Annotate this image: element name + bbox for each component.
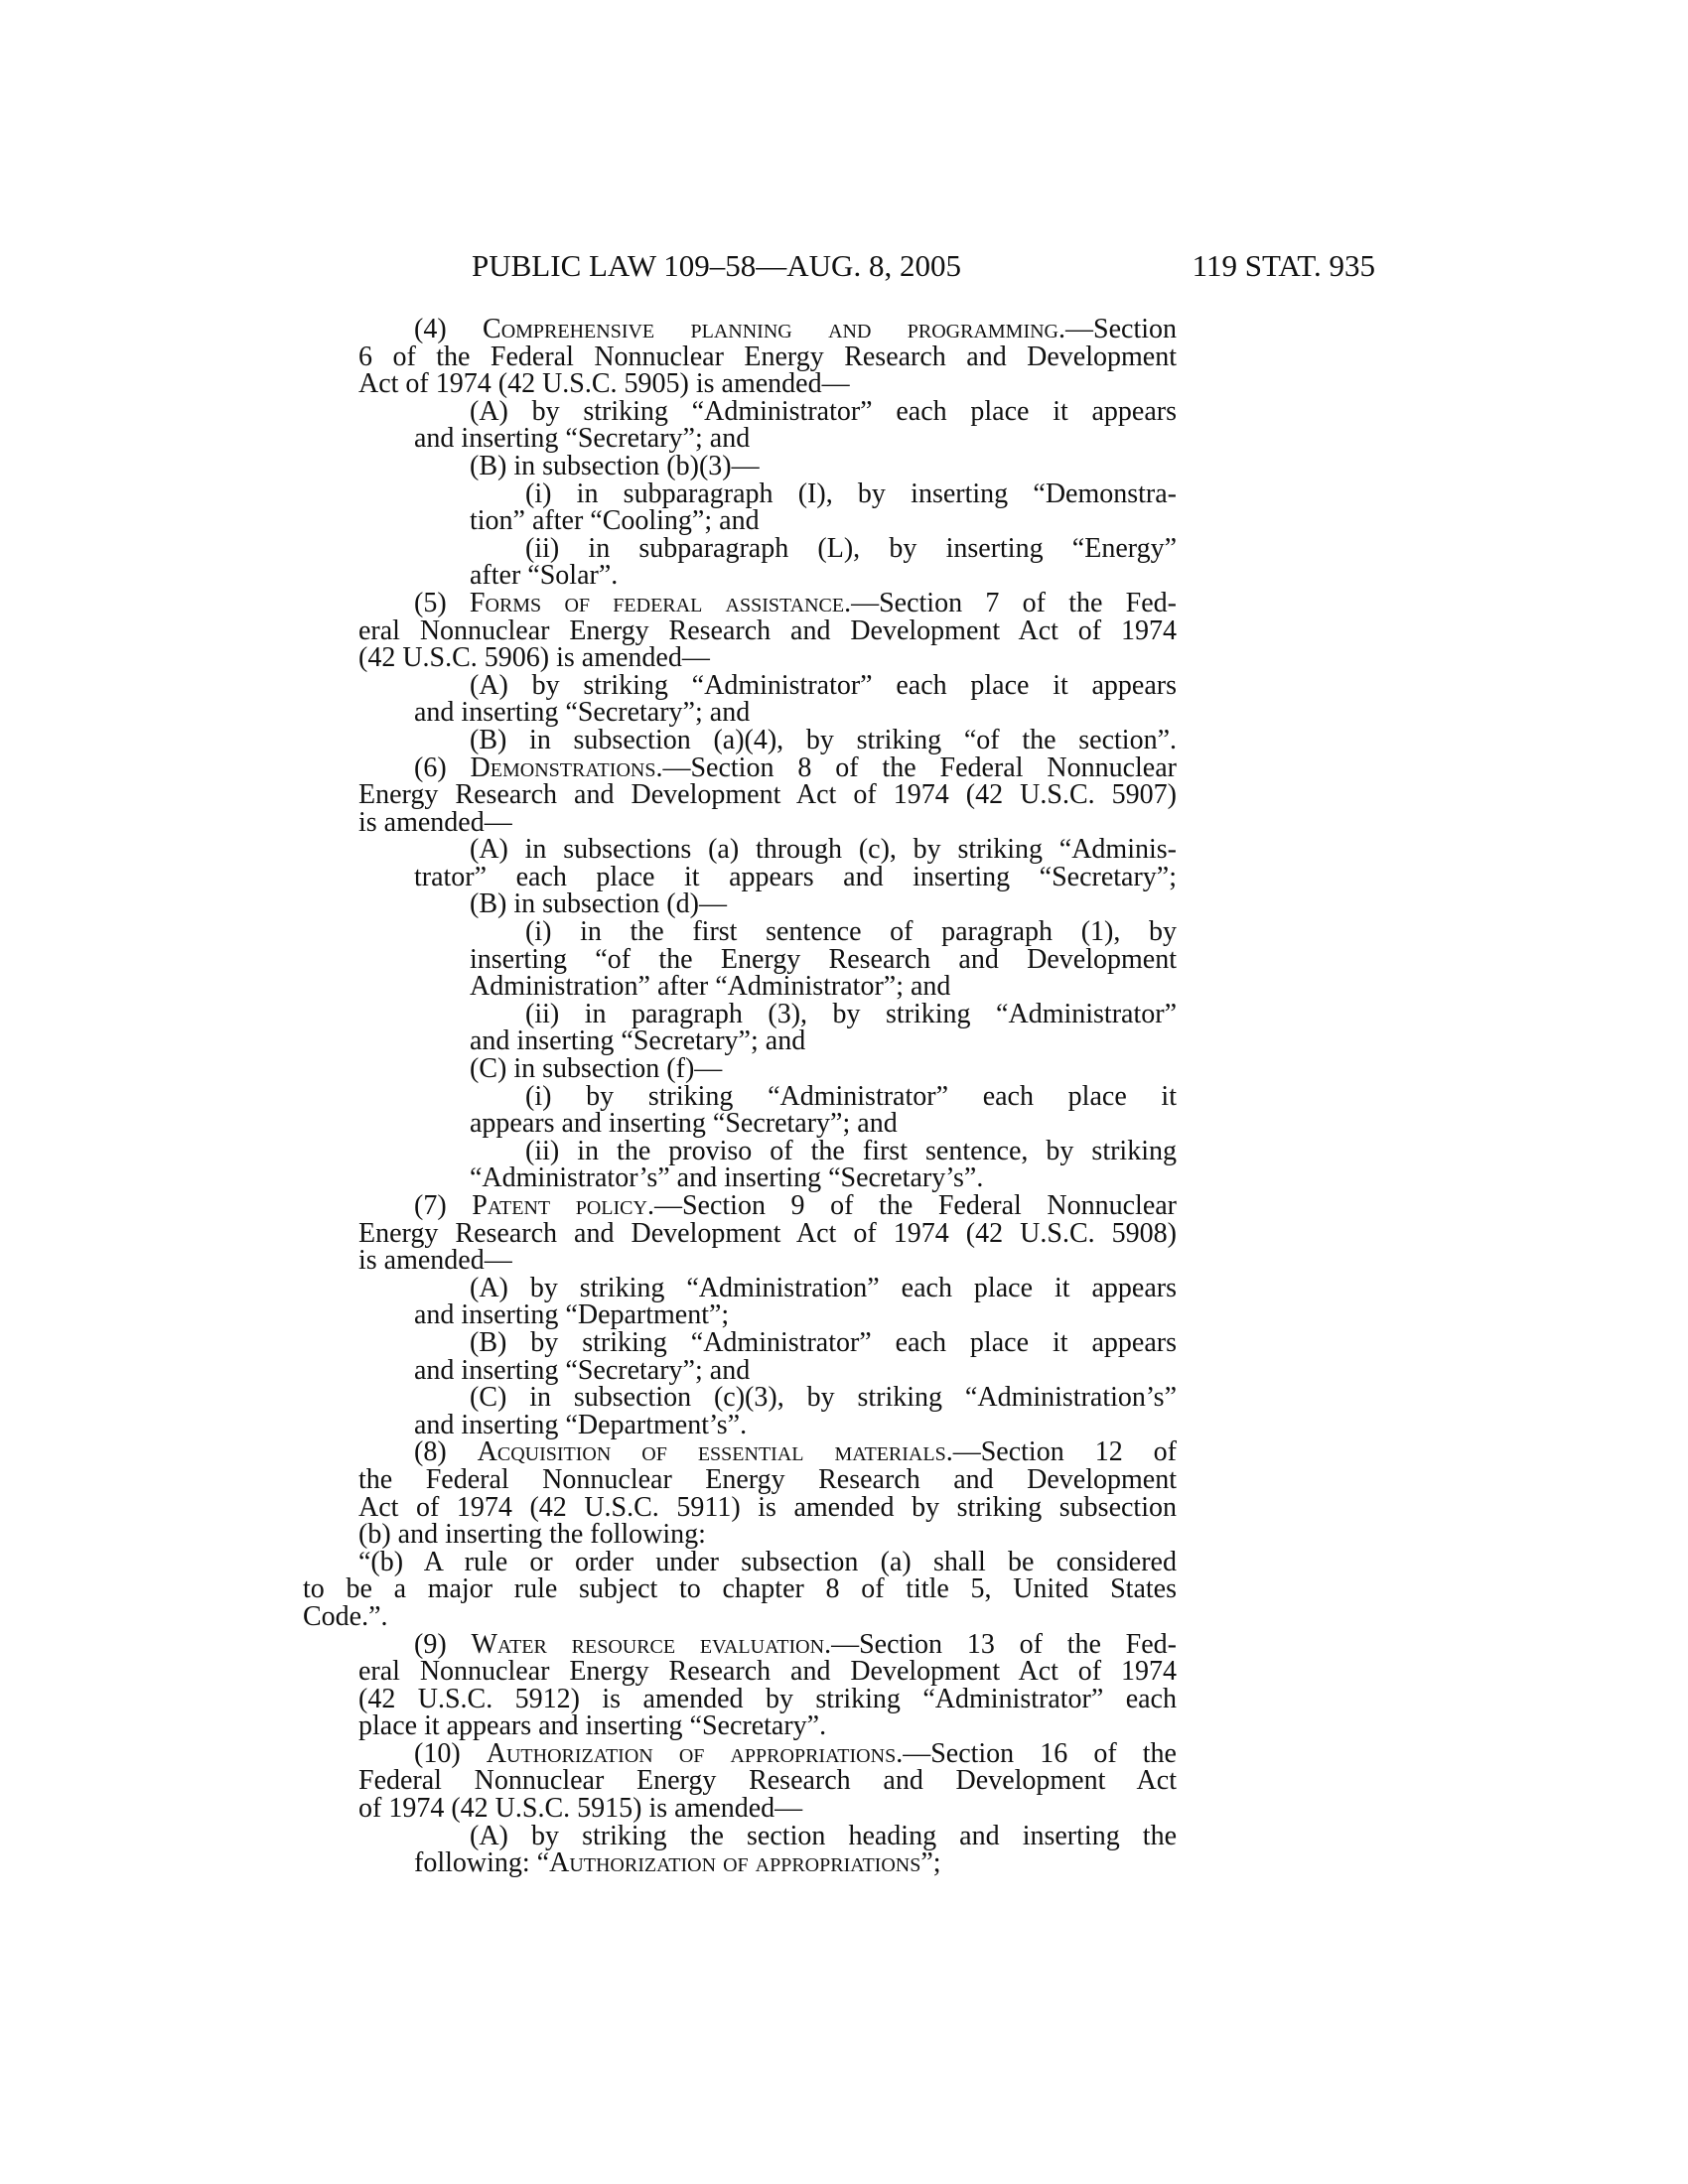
line-text: Code.”. (303, 1600, 388, 1632)
text-line (303, 1546, 1177, 1577)
line-text: place it appears and inserting “Secretary”. (358, 1710, 827, 1742)
line-text: (ii) in the proviso of the first sentence, by striking (525, 1135, 1177, 1166)
paragraph-heading: Forms of federal assistance (469, 587, 845, 618)
line-text: inserting “of the Energy Research and Development (470, 943, 1177, 975)
paragraph-number: (6) (414, 751, 471, 783)
text-line (470, 1027, 1177, 1055)
line-text: (A) by striking “Administrator” each place it appears (470, 669, 1177, 701)
text-line (414, 1820, 1177, 1851)
text-line (414, 425, 1177, 453)
line-text: and inserting “Department’s”. (414, 1409, 748, 1440)
line-text: (A) by striking the section heading and inserting the (470, 1820, 1177, 1851)
text-line (470, 998, 1177, 1029)
text-line (470, 532, 1177, 564)
text-line (470, 562, 1177, 590)
text-line (358, 343, 1177, 371)
paragraph-number: (8) (414, 1436, 478, 1468)
text-line (358, 644, 1177, 672)
line-text: Energy Research and Development Act of 1974 (42 U.S.C. 5907) (358, 779, 1177, 811)
line-text: (C) in subsection (f)— (470, 1053, 723, 1085)
line-text: .—Section 16 of the (896, 1737, 1177, 1769)
line-text: of 1974 (42 U.S.C. 5915) is amended— (358, 1793, 803, 1825)
text-line (414, 450, 1177, 481)
paragraph-number: (10) (414, 1737, 487, 1769)
statute-body (303, 316, 1177, 1877)
text-line (358, 781, 1177, 809)
line-text: the Federal Nonnuclear Energy Research and Development (358, 1463, 1177, 1495)
line-text: 6 of the Federal Nonnuclear Energy Research and Development (358, 341, 1177, 372)
text-line (303, 1600, 1177, 1632)
text-line (470, 943, 1177, 975)
line-text: eral Nonnuclear Energy Research and Development Act of 1974 (358, 1656, 1177, 1688)
line-text: and inserting “Secretary”; and (414, 697, 751, 729)
line-text: after “Solar”. (470, 560, 619, 592)
paragraph-heading: Acquisition of essential materials (477, 1436, 946, 1468)
text-line (358, 316, 1177, 343)
text-line (358, 1463, 1177, 1495)
line-text: .—Section 12 of (945, 1436, 1178, 1468)
text-line (414, 1055, 1177, 1083)
text-line (414, 1849, 1177, 1877)
text-line (358, 1247, 1177, 1275)
paragraph-heading: Authorization of appropriations (549, 1847, 921, 1879)
line-text: Act of 1974 (42 U.S.C. 5911) is amended by striking subsection (358, 1491, 1177, 1523)
text-line (358, 1737, 1177, 1769)
text-line (470, 1164, 1177, 1192)
text-line (470, 1110, 1177, 1138)
text-line (414, 669, 1177, 701)
text-line (470, 1135, 1177, 1166)
text-line (358, 1658, 1177, 1686)
text-line (414, 1384, 1177, 1412)
line-text: .—Section 7 of the Fed- (844, 587, 1178, 618)
text-line (414, 1272, 1177, 1303)
text-line (358, 1491, 1177, 1523)
text-line (358, 1192, 1177, 1220)
line-text: Energy Research and Development Act of 1974 (42 U.S.C. 5908) (358, 1217, 1177, 1249)
text-line (358, 1521, 1177, 1549)
text-line (358, 1712, 1177, 1740)
line-text: Administration” after “Administrator”; and (470, 971, 951, 1003)
text-line (414, 395, 1177, 427)
paragraph-heading: Demonstrations (470, 751, 656, 783)
line-text: ”; (920, 1847, 941, 1879)
text-line (414, 1409, 1177, 1440)
paragraph-heading: Water resource evaluation (471, 1628, 825, 1660)
paragraph-number: (7) (414, 1190, 473, 1221)
line-text: is amended— (358, 806, 512, 838)
text-line (414, 699, 1177, 727)
text-line (470, 507, 1177, 535)
text-line (358, 1683, 1177, 1714)
line-text: (42 U.S.C. 5912) is amended by striking “Administrator” each (358, 1683, 1177, 1714)
text-line (358, 587, 1178, 618)
page-header (472, 248, 1375, 288)
line-text: (B) by striking “Administrator” each place it appears (470, 1326, 1177, 1358)
line-text: (i) in the first sentence of paragraph (1), by (525, 916, 1177, 948)
text-line (358, 614, 1177, 646)
line-text: .—Section 8 of the Federal Nonnuclear (655, 751, 1177, 783)
paragraph-number: (9) (414, 1628, 472, 1660)
text-line (358, 370, 1177, 398)
line-text: (A) by striking “Administration” each place it appears (470, 1272, 1177, 1303)
paragraph-heading: Patent policy (472, 1190, 647, 1221)
line-text: tion” after “Cooling”; and (470, 505, 760, 537)
line-text: (42 U.S.C. 5906) is amended— (358, 642, 710, 674)
text-line (358, 1795, 1177, 1823)
text-line (414, 1301, 1177, 1329)
text-line (358, 1628, 1178, 1660)
text-line (414, 1326, 1177, 1358)
line-text: Federal Nonnuclear Energy Research and Development Act (358, 1765, 1177, 1797)
paragraph-heading: Comprehensive planning and programming (483, 314, 1059, 344)
line-text: .—Section (1058, 314, 1178, 344)
line-text: .—Section 9 of the Federal Nonnuclear (646, 1190, 1177, 1221)
line-text: is amended— (358, 1245, 512, 1277)
text-line (358, 806, 1177, 838)
line-text: (b) and inserting the following: (358, 1519, 706, 1551)
paragraph-number: (4) (414, 314, 484, 344)
line-text: Act of 1974 (42 U.S.C. 5905) is amended— (358, 368, 850, 400)
paragraph-number: (5) (414, 587, 470, 618)
line-text: and inserting “Secretary”; and (414, 423, 751, 455)
line-text: (C) in subsection (c)(3), by striking “Administration’s” (470, 1382, 1177, 1414)
text-line (414, 724, 1177, 755)
text-line (414, 861, 1177, 892)
text-line (358, 1438, 1177, 1466)
paragraph-number: following: “ (414, 1847, 550, 1879)
line-text: (ii) in paragraph (3), by striking “Administrator” (525, 998, 1177, 1029)
line-text: (A) by striking “Administrator” each place it appears (470, 395, 1177, 427)
line-text: (A) in subsections (a) through (c), by striking “Adminis- (470, 834, 1177, 866)
line-text: (ii) in subparagraph (L), by inserting “Energy” (525, 532, 1177, 564)
text-line (470, 1080, 1177, 1112)
line-text: (i) by striking “Administrator” each place it (525, 1080, 1177, 1112)
text-line (470, 480, 1177, 508)
text-line (470, 918, 1177, 946)
line-text: to be a major rule subject to chapter 8 of title 5, United States (303, 1573, 1177, 1605)
line-text: .—Section 13 of the Fed- (824, 1628, 1178, 1660)
line-text: eral Nonnuclear Energy Research and Development Act of 1974 (358, 614, 1177, 646)
line-text: and inserting “Department”; (414, 1299, 730, 1331)
text-line (358, 1767, 1177, 1795)
text-line (358, 1217, 1177, 1249)
text-line (303, 1575, 1177, 1603)
line-text: “Administrator’s” and inserting “Secretary’s”. (470, 1162, 984, 1194)
line-text: (i) in subparagraph (I), by inserting “Demonstra- (525, 478, 1177, 509)
text-line (414, 836, 1177, 864)
line-text: “(b) A rule or order under subsection (a) shall be considered (358, 1546, 1177, 1577)
line-text: (B) in subsection (a)(4), by striking “of the section”. (470, 724, 1177, 755)
text-line (470, 973, 1177, 1001)
line-text: appears and inserting “Secretary”; and (470, 1108, 898, 1140)
line-text: and inserting “Secretary”; and (470, 1025, 806, 1057)
line-text: (B) in subsection (b)(3)— (470, 450, 760, 481)
line-text: (B) in subsection (d)— (470, 888, 727, 920)
paragraph-heading: Authorization of appropriations (486, 1737, 897, 1769)
line-text: and inserting “Secretary”; and (414, 1354, 751, 1386)
running-head-title: PUBLIC LAW 109–58—AUG. 8, 2005 (472, 248, 961, 283)
text-line (414, 890, 1177, 918)
text-line (358, 751, 1177, 783)
line-text: trator” each place it appears and inserting “Secretary”; (414, 861, 1177, 892)
text-line (414, 1354, 1177, 1386)
page-number: 119 STAT. 935 (1192, 248, 1375, 283)
